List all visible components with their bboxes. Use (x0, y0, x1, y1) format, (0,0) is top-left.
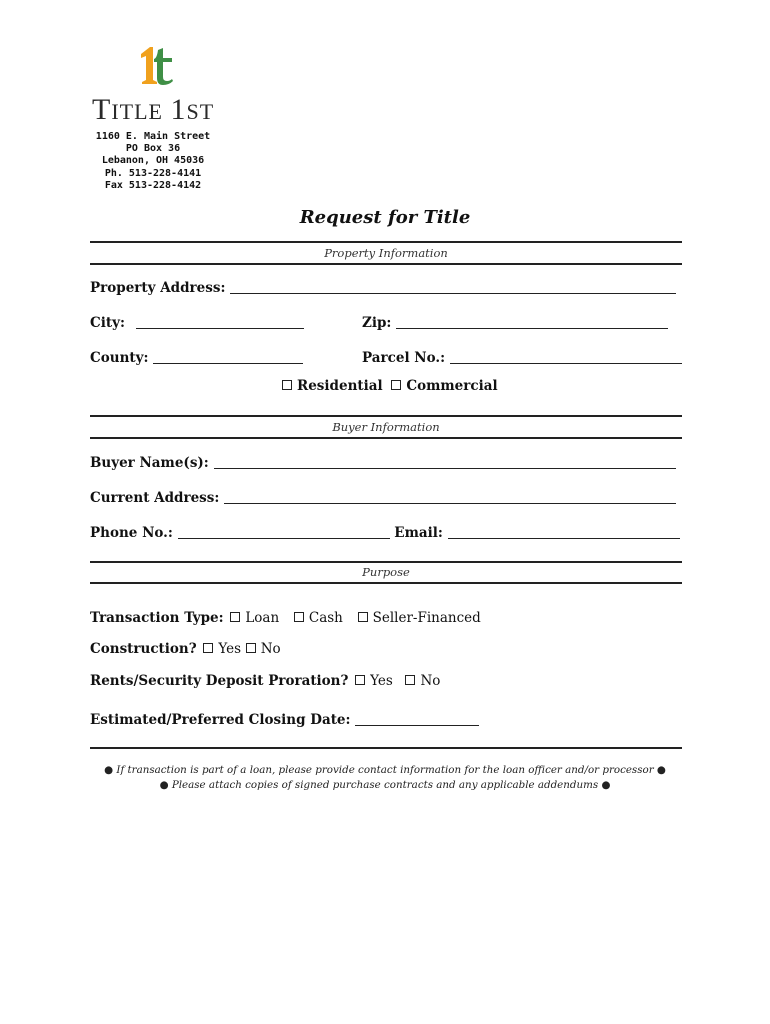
closing-date-label: Estimated/Preferred Closing Date: (90, 712, 351, 728)
construction-no-label: No (260, 641, 281, 657)
current-address-label: Current Address: (90, 490, 220, 506)
current-address-row (90, 490, 676, 506)
county-row (90, 350, 303, 366)
phone-label: Phone No.: (90, 525, 173, 541)
rents-proration-label: Rents/Security Deposit Proration? (90, 673, 349, 689)
property-address-field[interactable] (230, 281, 676, 294)
rents-yes-checkbox[interactable] (355, 675, 365, 685)
commercial-label: Commercial (406, 378, 498, 394)
address-city-state: Lebanon, OH 45036 (101, 155, 205, 167)
wordmark-number: 1 (170, 93, 187, 126)
cash-checkbox[interactable] (294, 612, 304, 622)
company-logo-wordmark (92, 93, 222, 127)
section-divider (90, 263, 682, 265)
parcel-field[interactable] (450, 351, 682, 364)
phone-email-row (90, 525, 680, 541)
section-divider (90, 582, 682, 584)
parcel-label: Parcel No.: (362, 350, 446, 366)
construction-yes-checkbox[interactable] (203, 643, 213, 653)
address-phone: Ph. 513-228-4141 (104, 167, 202, 179)
county-field[interactable] (153, 351, 303, 364)
section-divider (90, 241, 682, 243)
construction-no-checkbox[interactable] (246, 643, 256, 653)
buyer-names-label: Buyer Name(s): (90, 455, 209, 471)
property-address-row (90, 280, 676, 296)
rents-no-label: No (420, 673, 441, 689)
closing-date-row (90, 712, 479, 728)
email-field[interactable] (448, 526, 680, 539)
residential-checkbox[interactable] (282, 380, 292, 390)
zip-row (362, 315, 668, 331)
seller-financed-label: Seller-Financed (372, 610, 481, 626)
zip-label: Zip: (362, 315, 392, 331)
construction-label: Construction? (90, 641, 197, 657)
transaction-type-row (90, 610, 481, 626)
loan-checkbox[interactable] (230, 612, 240, 622)
property-address-label: Property Address: (90, 280, 226, 296)
note-attach-contracts: ● Please attach copies of signed purchase contracts and any applicable addendums ● (159, 779, 611, 791)
phone-field[interactable] (178, 526, 390, 539)
rents-no-checkbox[interactable] (405, 675, 415, 685)
buyer-names-field[interactable] (214, 456, 676, 469)
wordmark-suffix: ST (186, 99, 215, 124)
email-label: Email: (394, 525, 443, 541)
city-row (90, 315, 304, 331)
buyer-names-row (90, 455, 676, 471)
city-field[interactable] (136, 316, 304, 329)
company-address-block (92, 131, 214, 192)
note-loan-contact: ● If transaction is part of a loan, please provide contact information for the loan officer and/or processor ● (104, 764, 666, 776)
county-label: County: (90, 350, 149, 366)
address-fax: Fax 513-228-4142 (104, 179, 202, 191)
section-label-purpose: Purpose (362, 565, 410, 579)
construction-row (90, 641, 281, 657)
parcel-row (362, 350, 682, 366)
transaction-type-label: Transaction Type: (90, 610, 224, 626)
section-divider (90, 437, 682, 439)
commercial-checkbox[interactable] (391, 380, 401, 390)
current-address-field[interactable] (224, 491, 676, 504)
construction-yes-label: Yes (218, 641, 242, 657)
form-title: Request for Title (299, 207, 471, 228)
wordmark-initial: T (92, 93, 112, 126)
rents-proration-row (90, 673, 440, 689)
title-1st-logo-mark (136, 44, 176, 88)
loan-label: Loan (245, 610, 280, 626)
closing-date-field[interactable] (355, 713, 479, 726)
section-label-buyer: Buyer Information (332, 420, 440, 434)
wordmark-rest: ITLE (111, 99, 163, 124)
section-label-property: Property Information (324, 246, 448, 260)
zip-field[interactable] (396, 316, 668, 329)
rents-yes-label: Yes (370, 673, 393, 689)
seller-financed-checkbox[interactable] (358, 612, 368, 622)
address-street: 1160 E. Main Street (95, 131, 211, 142)
city-label: City: (90, 315, 125, 331)
cash-label: Cash (308, 610, 343, 626)
section-divider (90, 561, 682, 563)
section-divider (90, 747, 682, 749)
residential-label: Residential (297, 378, 383, 394)
address-po-box: PO Box 36 (125, 143, 181, 155)
section-divider (90, 415, 682, 417)
property-type-row (282, 378, 498, 394)
